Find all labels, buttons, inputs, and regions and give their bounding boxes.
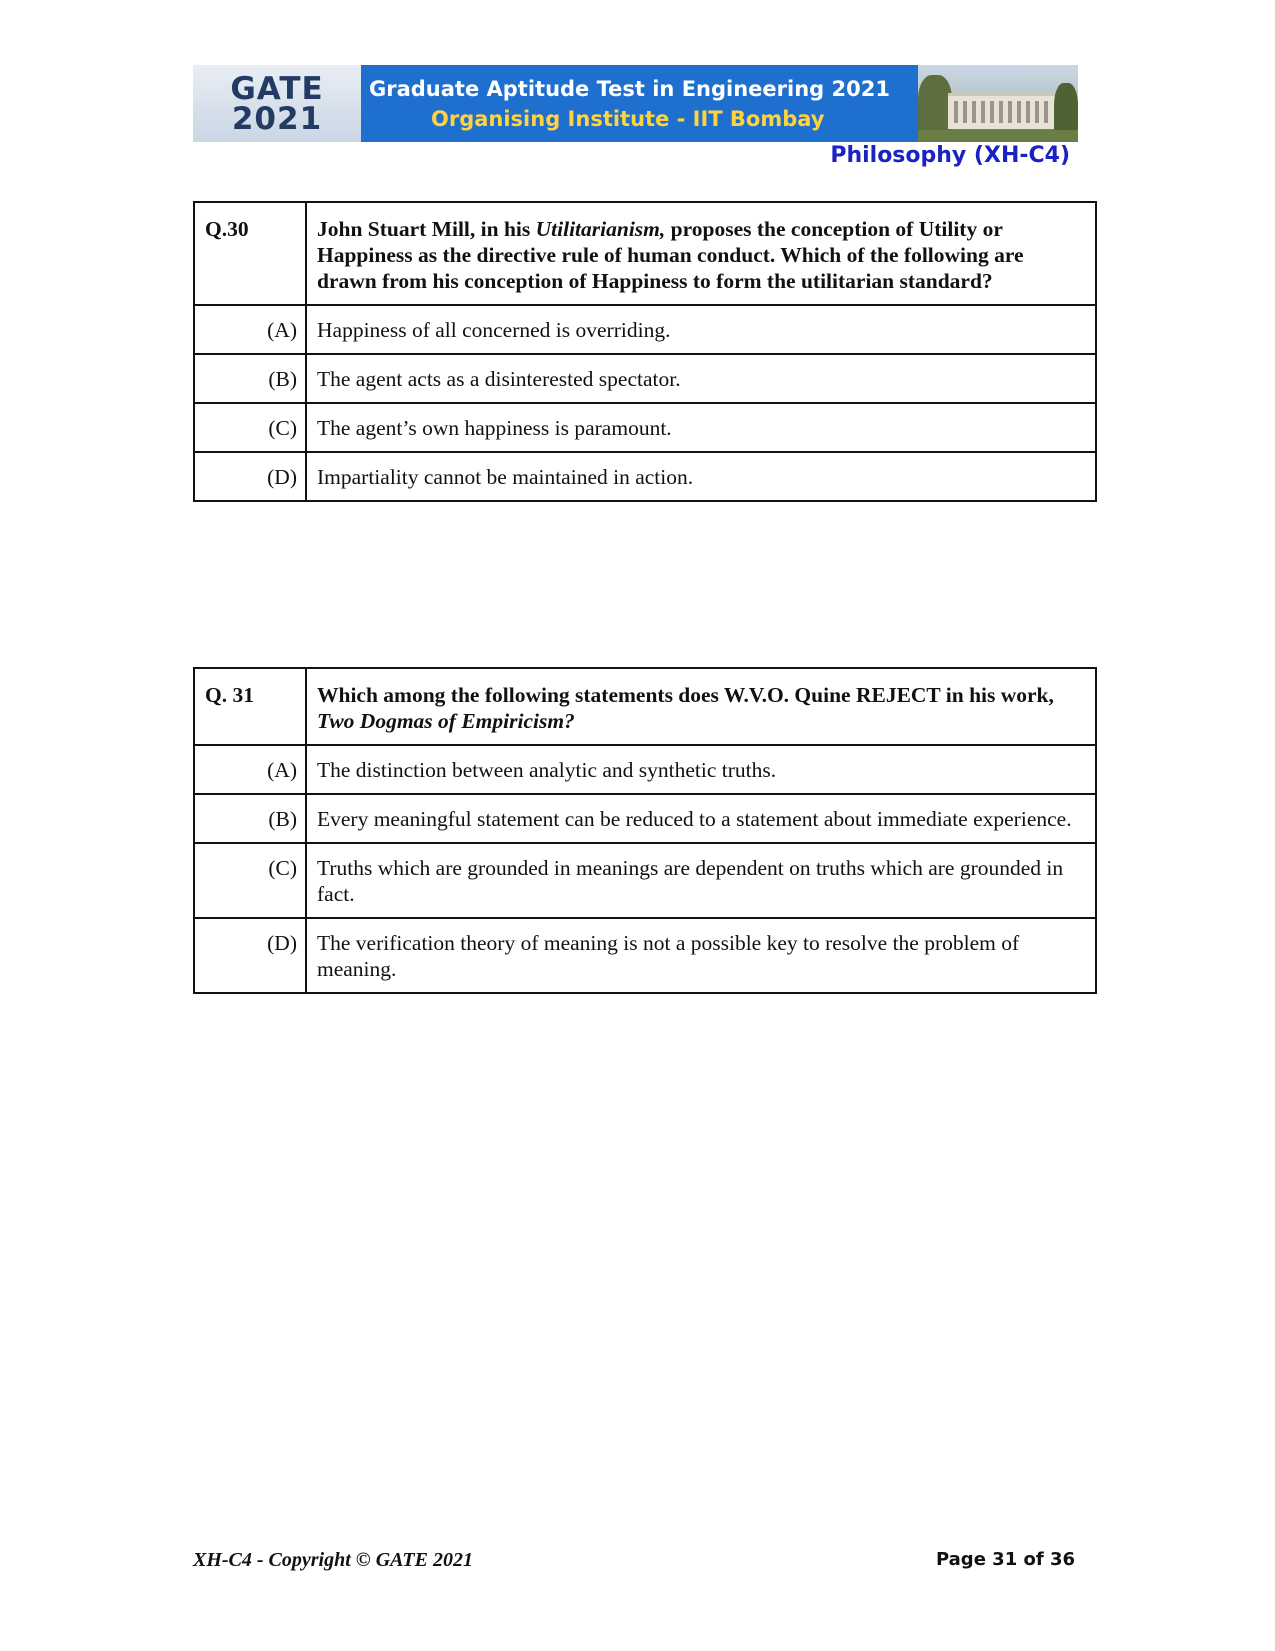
option-text: The agent’s own happiness is paramount. <box>306 403 1096 452</box>
footer-page-number: Page 31 of 36 <box>935 1549 1075 1570</box>
option-row-c <box>194 403 1096 452</box>
option-text: Every meaningful statement can be reduced to a statement about immediate experience. <box>306 794 1096 843</box>
question-number: Q. 31 <box>194 668 306 745</box>
option-text: Happiness of all concerned is overriding. <box>306 305 1096 354</box>
question-stem <box>306 668 1096 745</box>
banner-title: Graduate Aptitude Test in Engineering 2021 <box>369 76 890 101</box>
option-label: (D) <box>194 452 306 501</box>
option-row-b <box>194 794 1096 843</box>
option-row-c <box>194 843 1096 918</box>
option-text: The distinction between analytic and synthetic truths. <box>306 745 1096 794</box>
option-label: (B) <box>194 794 306 843</box>
question-row <box>194 202 1096 305</box>
option-label: (A) <box>194 305 306 354</box>
stem-text: proposes the conception of Utility or Happiness as the directive rule of human conduct. Which of the following are drawn from his conception of Happiness to form the utilitarian standard? <box>317 217 1024 293</box>
institute-building-image <box>918 65 1078 142</box>
footer-copyright: XH-C4 - Copyright © GATE 2021 <box>193 1549 473 1571</box>
option-row-b <box>194 354 1096 403</box>
option-text: The verification theory of meaning is not a possible key to resolve the problem of meaning. <box>306 918 1096 993</box>
question-row <box>194 668 1096 745</box>
stem-text: John Stuart Mill, in his <box>317 217 536 241</box>
logo-text-gate: GATE <box>230 70 324 107</box>
logo-text-year: 2021 <box>231 100 323 137</box>
option-text: Truths which are grounded in meanings are dependent on truths which are grounded in fact. <box>306 843 1096 918</box>
stem-text: Which among the following statements does W.V.O. Quine REJECT in his work, <box>317 683 1054 707</box>
question-number: Q.30 <box>194 202 306 305</box>
option-row-a <box>194 745 1096 794</box>
banner-subtitle: Organising Institute - IIT Bombay <box>431 106 825 131</box>
question-table-31 <box>193 667 1097 994</box>
option-text: Impartiality cannot be maintained in action. <box>306 452 1096 501</box>
stem-italic-title: Two Dogmas of Empiricism? <box>317 709 575 733</box>
option-row-d <box>194 452 1096 501</box>
question-stem <box>306 202 1096 305</box>
option-row-a <box>194 305 1096 354</box>
question-table-30 <box>193 201 1097 502</box>
option-label: (C) <box>194 843 306 918</box>
option-label: (B) <box>194 354 306 403</box>
option-text: The agent acts as a disinterested spectator. <box>306 354 1096 403</box>
header-banner <box>193 65 1078 142</box>
option-row-d <box>194 918 1096 993</box>
option-label: (C) <box>194 403 306 452</box>
option-label: (A) <box>194 745 306 794</box>
option-label: (D) <box>194 918 306 993</box>
stem-italic-title: Utilitarianism, <box>535 217 666 241</box>
banner-text <box>361 65 918 142</box>
gate-logo <box>193 65 361 142</box>
subject-title: Philosophy (XH-C4) <box>830 143 1070 168</box>
